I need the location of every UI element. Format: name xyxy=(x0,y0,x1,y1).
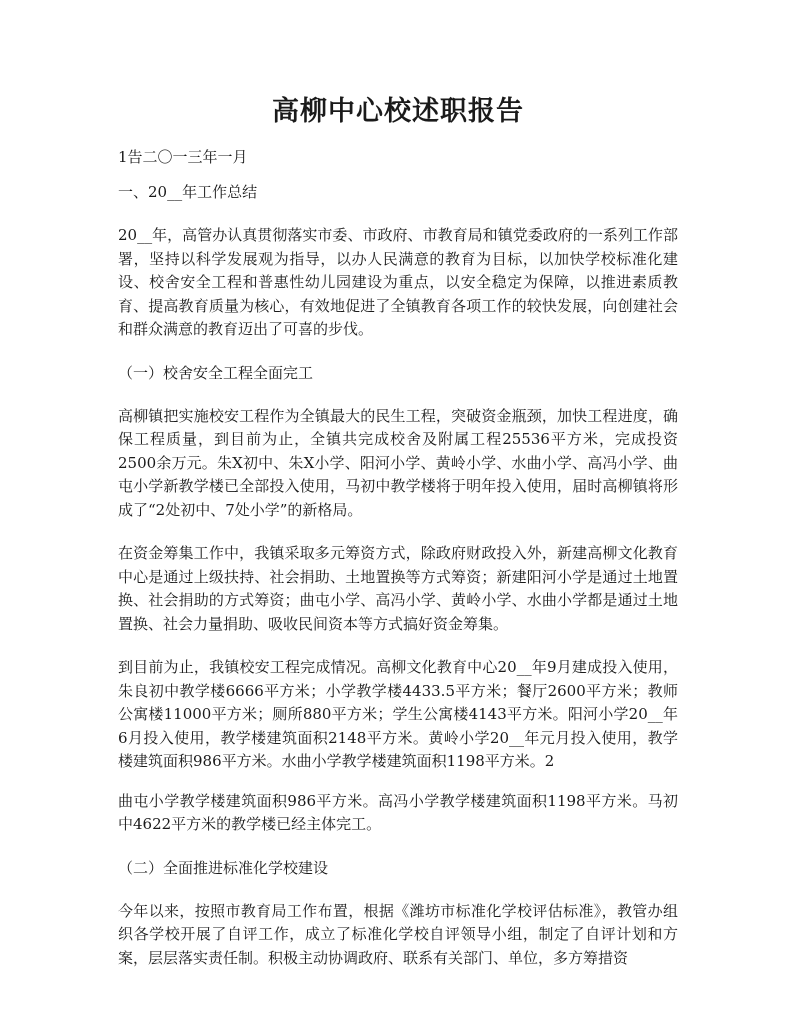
paragraph-4: 到目前为止，我镇校安工程完成情况。高柳文化教育中心20__年9月建成投入使用，朱良初中教学楼6666平方米；小学教学楼4433.5平方米；餐厅2600平方米；教师公寓楼11000平方米；厕所880平方米；学生公寓楼4143平方米。阳河小学20__年6月投入使用，教学楼建筑面积2148平方米。黄岭小学20__年元月投入使用，教学楼建筑面积986平方米。水曲小学教学楼建筑面积1198平方米。2 xyxy=(118,658,678,770)
section-heading-1: 一、20__年工作总结 xyxy=(118,183,258,201)
paragraph-1: 20__年，高管办认真贯彻落实市委、市政府、市教育局和镇党委政府的一系列工作部署，坚持以科学发展观为指导，以办人民满意的教育为目标，以加快学校标准化建设、校舍安全工程和普惠性幼儿园建设为重点，以安全稳定为保障，以推进素质教育、提高教育质量为核心，有效地促进了全镇教育各项工作的较快发展，向创建社会和群众满意的教育迈出了可喜的步伐。 xyxy=(118,226,678,338)
paragraph-6: 今年以来，按照市教育局工作布置，根据《潍坊市标准化学校评估标准》，教管办组织各学校开展了自评工作，成立了标准化学校自评领导小组，制定了自评计划和方案，层层落实责任制。积极主动协调政府、联系有关部门、单位，多方筹措资 xyxy=(118,901,678,967)
paragraph-5: 曲屯小学教学楼建筑面积986平方米。高冯小学教学楼建筑面积1198平方米。马初中4622平方米的教学楼已经主体完工。 xyxy=(118,791,678,833)
date-line: 1告二〇一三年一月 xyxy=(118,148,248,166)
subsection-heading-1: （一）校舍安全工程全面完工 xyxy=(118,363,314,382)
document-title: 高柳中心校述职报告 xyxy=(272,96,524,127)
paragraph-2: 高柳镇把实施校安工程作为全镇最大的民生工程，突破资金瓶颈，加快工程进度，确保工程质量，到目前为止，全镇共完成校舍及附属工程25536平方米，完成投资2500余万元。朱X初中、朱X小学、阳河小学、黄岭小学、水曲小学、高冯小学、曲屯小学新教学楼已全部投入使用，马初中教学楼将于明年投入使用，届时高柳镇将形成了“2处初中、7处小学”的新格局。 xyxy=(118,406,678,519)
subsection-heading-2: （二）全面推进标准化学校建设 xyxy=(118,858,329,877)
paragraph-3: 在资金筹集工作中，我镇采取多元筹资方式，除政府财政投入外，新建高柳文化教育中心是通过上级扶持、社会捐助、土地置换等方式筹资；新建阳河小学是通过土地置换、社会捐助的方式筹资；曲屯小学、高冯小学、黄岭小学、水曲小学都是通过土地置换、社会力量捐助、吸收民间资本等方式搞好资金筹集。 xyxy=(118,544,678,633)
